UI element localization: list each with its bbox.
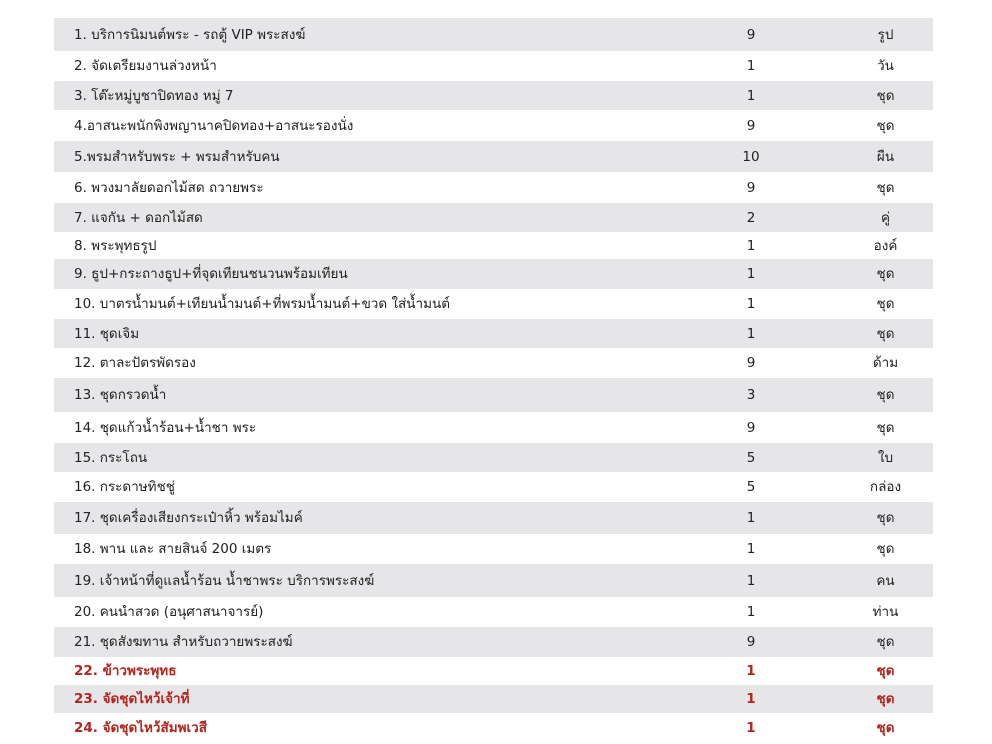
item-unit: ชุด <box>838 319 933 348</box>
item-name: 17. ชุดเครื่องเสียงกระเป๋าหิ้ว พร้อมไมค์ <box>54 502 664 534</box>
item-name: 3. โต๊ะหมู่บูชาปิดทอง หมู่ 7 <box>54 81 664 110</box>
table-row <box>54 713 933 742</box>
item-unit: ชุด <box>838 81 933 110</box>
item-quantity: 1 <box>664 564 838 597</box>
item-unit: กล่อง <box>838 472 933 502</box>
item-quantity: 9 <box>664 172 838 203</box>
item-name: 16. กระดาษทิชชู่ <box>54 472 664 502</box>
table-row <box>54 534 933 564</box>
item-name: 21. ชุดสังฆทาน สำหรับถวายพระสงฆ์ <box>54 627 664 657</box>
item-quantity: 2 <box>664 203 838 232</box>
item-unit: ใบ <box>838 443 933 472</box>
item-name: 24. จัดชุดไหว้สัมพเวสี <box>54 713 664 742</box>
item-quantity: 9 <box>664 348 838 378</box>
item-quantity: 1 <box>664 597 838 627</box>
item-quantity: 1 <box>664 657 838 685</box>
item-name: 19. เจ้าหน้าที่ดูแลน้ำร้อน น้ำชาพระ บริการพระสงฆ์ <box>54 564 664 597</box>
table-row <box>54 502 933 534</box>
table-row <box>54 685 933 713</box>
item-quantity: 1 <box>664 51 838 81</box>
table-row <box>54 51 933 81</box>
table-row <box>54 172 933 203</box>
item-unit: ท่าน <box>838 597 933 627</box>
item-quantity: 1 <box>664 534 838 564</box>
item-name: 5.พรมสำหรับพระ + พรมสำหรับคน <box>54 141 664 172</box>
item-unit: องค์ <box>838 232 933 259</box>
item-name: 10. บาตรน้ำมนต์+เทียนน้ำมนต์+ที่พรมน้ำมนต์+ขวด ใส่น้ำมนต์ <box>54 289 664 319</box>
item-quantity: 1 <box>664 289 838 319</box>
table-row <box>54 348 933 378</box>
table-row <box>54 203 933 232</box>
item-quantity: 1 <box>664 81 838 110</box>
item-name: 18. พาน และ สายสินจ์ 200 เมตร <box>54 534 664 564</box>
table-row <box>54 18 933 51</box>
item-unit: รูป <box>838 18 933 51</box>
table-row <box>54 259 933 289</box>
item-quantity: 9 <box>664 110 838 141</box>
service-items-body <box>54 18 933 742</box>
table-row <box>54 378 933 412</box>
item-unit: ชุด <box>838 657 933 685</box>
table-row <box>54 597 933 627</box>
item-unit: ชุด <box>838 627 933 657</box>
item-unit: ชุด <box>838 502 933 534</box>
table-row <box>54 141 933 172</box>
item-unit: ชุด <box>838 378 933 412</box>
table-row <box>54 627 933 657</box>
item-name: 6. พวงมาลัยดอกไม้สด ถวายพระ <box>54 172 664 203</box>
item-unit: ชุด <box>838 259 933 289</box>
item-unit: ผืน <box>838 141 933 172</box>
item-unit: ชุด <box>838 534 933 564</box>
item-name: 2. จัดเตรียมงานล่วงหน้า <box>54 51 664 81</box>
table-row <box>54 472 933 502</box>
service-items-table <box>54 18 933 742</box>
table-row <box>54 81 933 110</box>
table-row <box>54 232 933 259</box>
item-name: 20. คนนำสวด (อนุศาสนาจารย์) <box>54 597 664 627</box>
item-quantity: 3 <box>664 378 838 412</box>
table-row <box>54 412 933 443</box>
item-unit: ชุด <box>838 685 933 713</box>
item-quantity: 1 <box>664 232 838 259</box>
item-name: 11. ชุดเจิม <box>54 319 664 348</box>
table-row <box>54 657 933 685</box>
item-quantity: 1 <box>664 502 838 534</box>
item-name: 12. ตาละปัตรพัดรอง <box>54 348 664 378</box>
item-name: 23. จัดชุดไหว้เจ้าที่ <box>54 685 664 713</box>
item-quantity: 10 <box>664 141 838 172</box>
item-unit: ชุด <box>838 289 933 319</box>
item-unit: ด้าม <box>838 348 933 378</box>
item-quantity: 5 <box>664 443 838 472</box>
item-name: 1. บริการนิมนต์พระ - รถตู้ VIP พระสงฆ์ <box>54 18 664 51</box>
item-name: 14. ชุดแก้วน้ำร้อน+น้ำชา พระ <box>54 412 664 443</box>
item-quantity: 1 <box>664 259 838 289</box>
item-name: 8. พระพุทธรูป <box>54 232 664 259</box>
item-name: 9. ธูป+กระถางธูป+ที่จุดเทียนชนวนพร้อมเทียน <box>54 259 664 289</box>
item-name: 4.อาสนะพนักพิงพญานาคปิดทอง+อาสนะรองนั่ง <box>54 110 664 141</box>
item-unit: ชุด <box>838 713 933 742</box>
item-name: 15. กระโถน <box>54 443 664 472</box>
item-unit: คู่ <box>838 203 933 232</box>
table-row <box>54 564 933 597</box>
table-row <box>54 443 933 472</box>
item-unit: คน <box>838 564 933 597</box>
item-name: 7. แจกัน + ดอกไม้สด <box>54 203 664 232</box>
item-quantity: 9 <box>664 18 838 51</box>
item-quantity: 9 <box>664 412 838 443</box>
item-unit: ชุด <box>838 412 933 443</box>
item-quantity: 1 <box>664 685 838 713</box>
item-unit: ชุด <box>838 172 933 203</box>
table-row <box>54 319 933 348</box>
item-name: 13. ชุดกรวดน้ำ <box>54 378 664 412</box>
item-unit: วัน <box>838 51 933 81</box>
item-unit: ชุด <box>838 110 933 141</box>
item-quantity: 1 <box>664 319 838 348</box>
table-row <box>54 110 933 141</box>
item-quantity: 5 <box>664 472 838 502</box>
item-quantity: 9 <box>664 627 838 657</box>
item-name: 22. ข้าวพระพุทธ <box>54 657 664 685</box>
table-row <box>54 289 933 319</box>
item-quantity: 1 <box>664 713 838 742</box>
